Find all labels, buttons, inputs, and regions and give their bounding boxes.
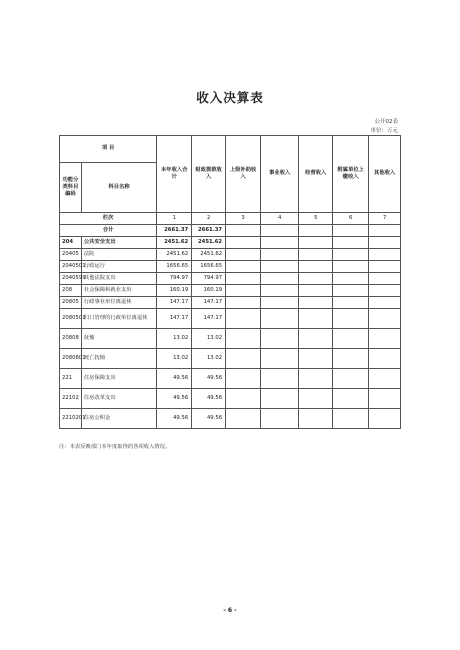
row-empty-cell bbox=[369, 237, 401, 249]
row-empty-cell bbox=[369, 249, 401, 261]
row-name: 死亡抚恤 bbox=[81, 349, 156, 369]
income-table bbox=[59, 135, 401, 429]
row-total-income: 49.56 bbox=[157, 369, 192, 389]
row-empty-cell bbox=[299, 249, 333, 261]
row-empty-cell bbox=[369, 261, 401, 273]
row-empty-cell bbox=[333, 349, 369, 369]
row-code: 204 bbox=[60, 237, 82, 249]
table-row bbox=[60, 409, 401, 429]
row-name: 住房公积金 bbox=[81, 409, 156, 429]
header-item: 项 目 bbox=[60, 136, 157, 163]
row-empty-cell bbox=[226, 273, 261, 285]
row-empty-cell bbox=[226, 249, 261, 261]
row-fiscal: 49.56 bbox=[192, 409, 226, 429]
header-index-3: 3 bbox=[226, 213, 261, 225]
row-fiscal: 794.97 bbox=[192, 273, 226, 285]
row-code: 20405 bbox=[60, 249, 82, 261]
table-row bbox=[60, 389, 401, 409]
header-index-7: 7 bbox=[369, 213, 401, 225]
header-business: 事业收入 bbox=[261, 136, 299, 213]
table-row bbox=[60, 297, 401, 309]
row-code: 2040501 bbox=[60, 261, 82, 273]
page-title: 收入决算表 bbox=[196, 90, 264, 105]
row-empty-cell bbox=[226, 237, 261, 249]
row-empty-cell bbox=[333, 237, 369, 249]
total-c1: 2661.37 bbox=[157, 225, 192, 237]
row-fiscal: 2451.62 bbox=[192, 237, 226, 249]
table-row bbox=[60, 237, 401, 249]
row-empty-cell bbox=[226, 329, 261, 349]
row-name: 抚恤 bbox=[81, 329, 156, 349]
header-index-1: 1 bbox=[157, 213, 192, 225]
row-empty-cell bbox=[333, 329, 369, 349]
header-index-row bbox=[60, 213, 401, 225]
row-code: 20805 bbox=[60, 297, 82, 309]
row-empty-cell bbox=[261, 273, 299, 285]
row-code: 2080801 bbox=[60, 349, 82, 369]
table-note: 注：本表反映部门本年度取得的各项收入情况。 bbox=[59, 444, 171, 450]
header-superior: 上级补助收入 bbox=[226, 136, 261, 213]
row-fiscal: 13.02 bbox=[192, 349, 226, 369]
row-empty-cell bbox=[369, 409, 401, 429]
row-code: 20808 bbox=[60, 329, 82, 349]
row-fiscal: 49.56 bbox=[192, 369, 226, 389]
row-empty-cell bbox=[299, 369, 333, 389]
row-fiscal: 147.17 bbox=[192, 309, 226, 329]
row-total-income: 13.02 bbox=[157, 349, 192, 369]
total-row bbox=[60, 225, 401, 237]
row-empty-cell bbox=[226, 285, 261, 297]
row-empty-cell bbox=[261, 237, 299, 249]
header-subject-name: 科目名称 bbox=[81, 163, 156, 213]
header-operating: 经营收入 bbox=[299, 136, 333, 213]
row-fiscal: 49.56 bbox=[192, 389, 226, 409]
row-name: 住房改革支出 bbox=[81, 389, 156, 409]
row-empty-cell bbox=[369, 309, 401, 329]
row-name: 社会保障和就业支出 bbox=[81, 285, 156, 297]
row-empty-cell bbox=[226, 261, 261, 273]
row-empty-cell bbox=[299, 329, 333, 349]
row-empty-cell bbox=[333, 389, 369, 409]
row-fiscal: 2451.62 bbox=[192, 249, 226, 261]
row-empty-cell bbox=[261, 409, 299, 429]
header-func-code: 功能分类科目编码 bbox=[60, 163, 82, 213]
row-empty-cell bbox=[333, 409, 369, 429]
row-total-income: 2451.62 bbox=[157, 249, 192, 261]
total-c2: 2661.37 bbox=[192, 225, 226, 237]
row-code: 221 bbox=[60, 369, 82, 389]
row-empty-cell bbox=[261, 249, 299, 261]
row-fiscal: 13.02 bbox=[192, 329, 226, 349]
row-empty-cell bbox=[226, 309, 261, 329]
row-total-income: 794.97 bbox=[157, 273, 192, 285]
header-affiliated: 附属单位上缴收入 bbox=[333, 136, 369, 213]
row-empty-cell bbox=[333, 261, 369, 273]
row-empty-cell bbox=[226, 297, 261, 309]
header-other: 其他收入 bbox=[369, 136, 401, 213]
table-row bbox=[60, 329, 401, 349]
row-empty-cell bbox=[333, 297, 369, 309]
row-empty-cell bbox=[226, 389, 261, 409]
row-empty-cell bbox=[299, 349, 333, 369]
row-empty-cell bbox=[333, 273, 369, 285]
table-row bbox=[60, 249, 401, 261]
row-name: 法院 bbox=[81, 249, 156, 261]
total-label: 合计 bbox=[60, 225, 157, 237]
row-total-income: 2451.62 bbox=[157, 237, 192, 249]
row-name: 公共安全支出 bbox=[81, 237, 156, 249]
row-total-income: 13.02 bbox=[157, 329, 192, 349]
row-empty-cell bbox=[299, 237, 333, 249]
row-name: 住房保障支出 bbox=[81, 369, 156, 389]
header-index-2: 2 bbox=[192, 213, 226, 225]
row-empty-cell bbox=[261, 285, 299, 297]
row-empty-cell bbox=[261, 297, 299, 309]
row-empty-cell bbox=[369, 369, 401, 389]
row-code: 22102 bbox=[60, 389, 82, 409]
table-row bbox=[60, 285, 401, 297]
row-empty-cell bbox=[299, 409, 333, 429]
row-code: 2210201 bbox=[60, 409, 82, 429]
row-empty-cell bbox=[333, 285, 369, 297]
row-empty-cell bbox=[333, 249, 369, 261]
row-empty-cell bbox=[369, 285, 401, 297]
row-empty-cell bbox=[333, 369, 369, 389]
row-total-income: 147.17 bbox=[157, 297, 192, 309]
page-number: - 6 - bbox=[223, 607, 237, 614]
unit-label: 单位：万元 bbox=[370, 128, 398, 134]
row-empty-cell bbox=[226, 409, 261, 429]
row-empty-cell bbox=[226, 369, 261, 389]
row-name: 归口管理的行政单位离退休 bbox=[81, 309, 156, 329]
row-empty-cell bbox=[261, 369, 299, 389]
row-empty-cell bbox=[299, 261, 333, 273]
row-total-income: 160.19 bbox=[157, 285, 192, 297]
table-code: 公开02表 bbox=[374, 119, 398, 125]
row-empty-cell bbox=[226, 349, 261, 369]
header-index-5: 5 bbox=[299, 213, 333, 225]
row-name: 行政事业单位离退休 bbox=[81, 297, 156, 309]
row-empty-cell bbox=[369, 349, 401, 369]
header-index-label: 栏次 bbox=[60, 213, 157, 225]
table-row bbox=[60, 273, 401, 285]
row-total-income: 147.17 bbox=[157, 309, 192, 329]
row-code: 2040599 bbox=[60, 273, 82, 285]
row-empty-cell bbox=[369, 297, 401, 309]
row-empty-cell bbox=[299, 273, 333, 285]
row-total-income: 1656.65 bbox=[157, 261, 192, 273]
header-fiscal: 财政拨款收入 bbox=[192, 136, 226, 213]
row-empty-cell bbox=[261, 389, 299, 409]
row-empty-cell bbox=[299, 285, 333, 297]
row-empty-cell bbox=[261, 261, 299, 273]
row-name: 行政运行 bbox=[81, 261, 156, 273]
row-empty-cell bbox=[369, 389, 401, 409]
row-fiscal: 147.17 bbox=[192, 297, 226, 309]
row-code: 208 bbox=[60, 285, 82, 297]
row-fiscal: 1656.65 bbox=[192, 261, 226, 273]
header-total-income: 本年收入合计 bbox=[157, 136, 192, 213]
table-row bbox=[60, 349, 401, 369]
row-empty-cell bbox=[261, 329, 299, 349]
row-empty-cell bbox=[299, 309, 333, 329]
header-index-6: 6 bbox=[333, 213, 369, 225]
row-total-income: 49.56 bbox=[157, 389, 192, 409]
row-name: 其他法院支出 bbox=[81, 273, 156, 285]
row-total-income: 49.56 bbox=[157, 409, 192, 429]
table-row bbox=[60, 261, 401, 273]
row-empty-cell bbox=[369, 273, 401, 285]
header-row-1 bbox=[60, 136, 401, 163]
header-index-4: 4 bbox=[261, 213, 299, 225]
row-empty-cell bbox=[261, 309, 299, 329]
row-empty-cell bbox=[299, 389, 333, 409]
row-fiscal: 160.19 bbox=[192, 285, 226, 297]
table-row bbox=[60, 309, 401, 329]
table-row bbox=[60, 369, 401, 389]
row-code: 2080501 bbox=[60, 309, 82, 329]
row-empty-cell bbox=[299, 297, 333, 309]
row-empty-cell bbox=[369, 329, 401, 349]
row-empty-cell bbox=[333, 309, 369, 329]
row-empty-cell bbox=[261, 349, 299, 369]
